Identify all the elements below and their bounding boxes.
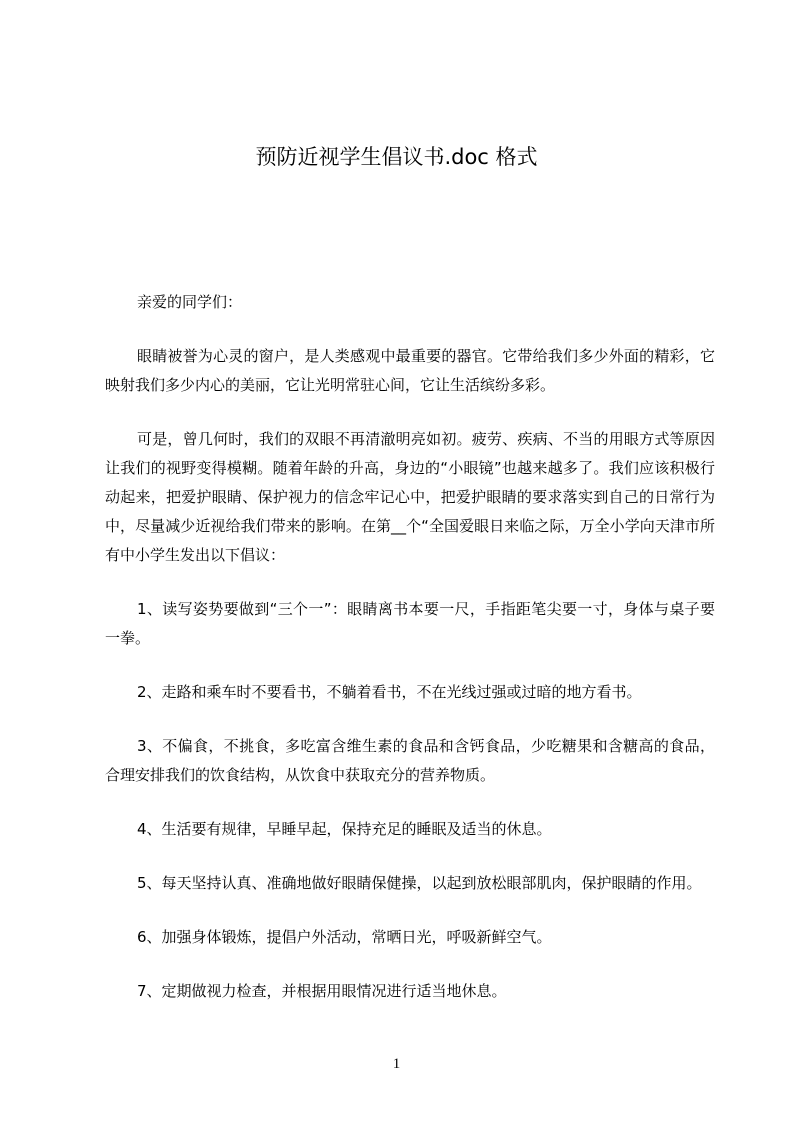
list-item-5: 5、每天坚持认真、准确地做好眼睛保健操，以起到放松眼部肌肉，保护眼睛的作用。 <box>137 874 702 892</box>
paragraph-proposal: 可是，曾几何时，我们的双眼不再清澈明亮如初。疲劳、疾病、不当的用眼方式等原因让我们的视野变得模糊。随着年龄的升高，身边的“小眼镜”也越来越多了。我们应该积极行动起来，把爱护眼睛、保护视力的信念牢记心中，把爱护眼睛的要求落实到自己的日常行为中，尽量减少近视给我们带来的影响。在第__个“全国爱眼日来临之际，万全小学向天津市所有中小学生发出以下倡议： <box>105 430 715 564</box>
document-title: 预防近视学生倡议书.doc 格式 <box>255 145 538 169</box>
paragraph-intro: 眼睛被誉为心灵的窗户，是人类感观中最重要的器官。它带给我们多少外面的精彩，它映射我们多少内心的美丽，它让光明常驻心间，它让生活缤纷多彩。 <box>105 347 715 394</box>
list-item-6: 6、加强身体锻炼，提倡户外活动，常晒日光，呼吸新鲜空气。 <box>137 928 552 946</box>
list-item-3: 3、不偏食，不挑食，多吃富含维生素的食品和含钙食品，少吃糖果和含糖高的食品，合理安排我们的饮食结构，从饮食中获取充分的营养物质。 <box>105 737 715 784</box>
greeting: 亲爱的同学们： <box>137 293 243 311</box>
list-item-2: 2、走路和乘车时不要看书，不躺着看书，不在光线过强或过暗的地方看书。 <box>137 683 642 701</box>
list-item-1: 1、读写姿势要做到“三个一”：眼睛离书本要一尺，手指距笔尖要一寸，身体与桌子要一拳。 <box>105 600 715 647</box>
page-number: 1 <box>392 1056 401 1072</box>
list-item-7: 7、定期做视力检查，并根据用眼情况进行适当地休息。 <box>137 982 507 1000</box>
document-body <box>105 288 715 1031</box>
list-item-4: 4、生活要有规律，早睡早起，保持充足的睡眠及适当的休息。 <box>137 820 552 838</box>
